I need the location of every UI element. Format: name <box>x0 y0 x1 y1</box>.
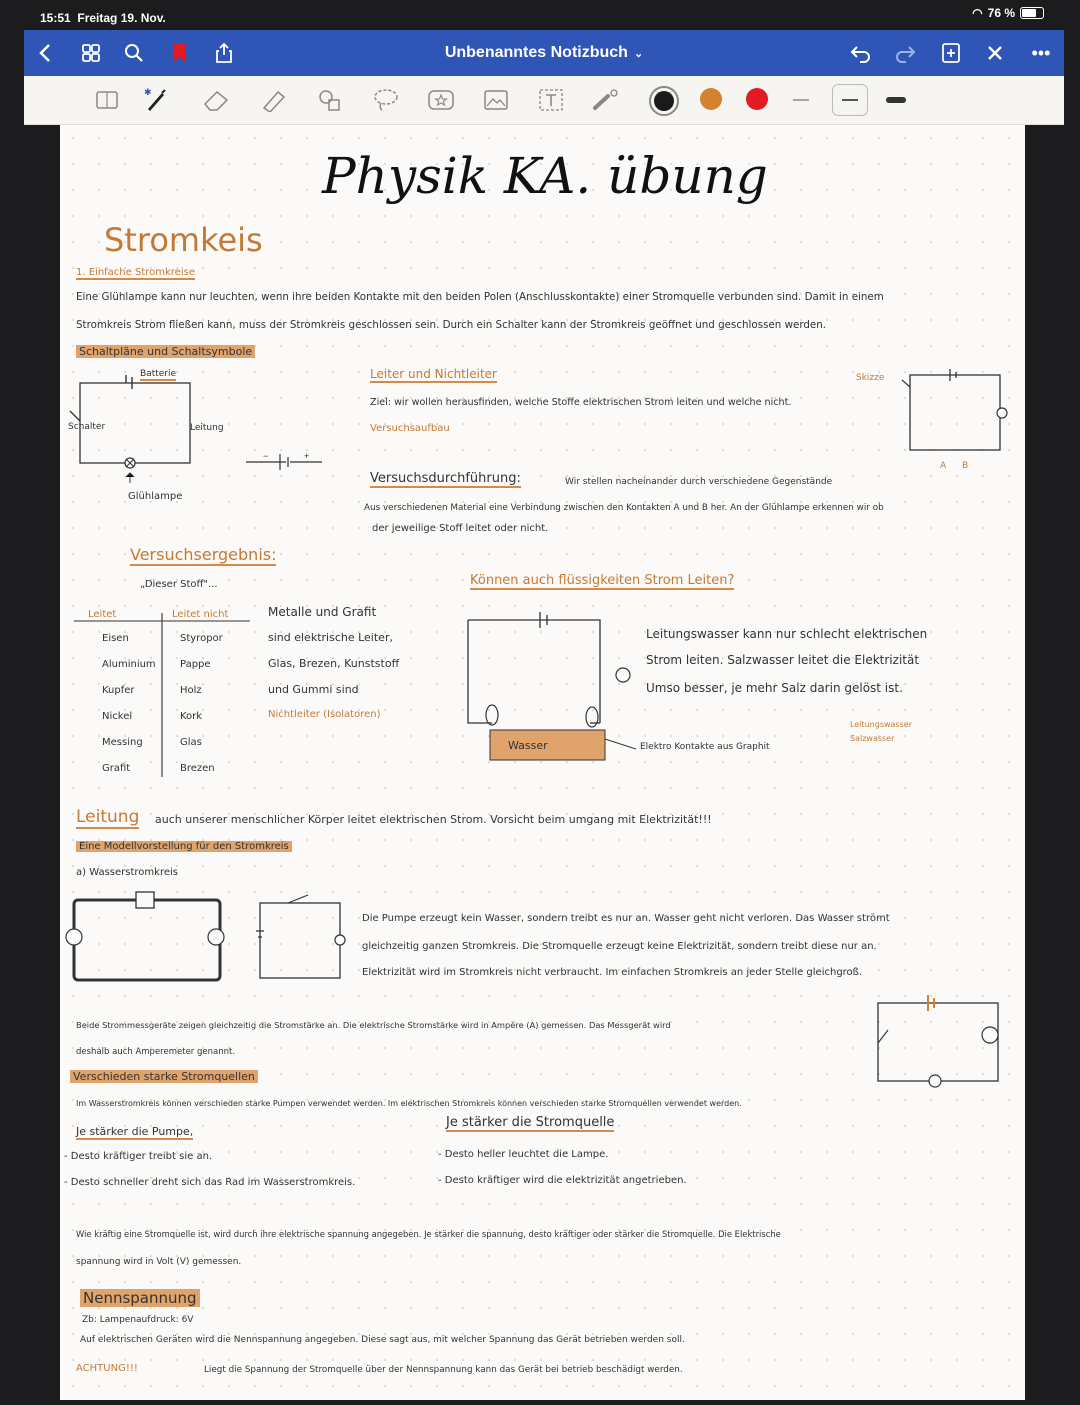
beide-line-2: deshalb auch Amperemeter genannt. <box>76 1047 236 1057</box>
column-leitet-nicht: Leitet nicht <box>172 609 229 620</box>
notebook-title[interactable]: Unbenanntes Notizbuch ⌄ <box>444 44 644 61</box>
achtung-label: ACHTUNG!!! <box>76 1363 138 1374</box>
list-item: Nickel <box>102 711 133 722</box>
svg-text:+: + <box>304 451 310 461</box>
heading-verschieden-starke: Verschieden starke Stromquellen <box>70 1070 258 1083</box>
label-batterie: Batterie <box>140 369 177 379</box>
share-icon[interactable] <box>209 30 239 76</box>
legend-leitungswasser: Leitungswasser <box>850 720 912 729</box>
label-skizze: Skizze <box>856 373 885 383</box>
wasser-label: Wasser <box>508 739 548 752</box>
status-time-date: 15:51 Freitag 19. Nov. <box>40 11 166 25</box>
heading-leiter-nichtleiter: Leiter und Nichtleiter <box>370 367 497 381</box>
read-only-icon[interactable] <box>90 84 124 116</box>
list-item: Kork <box>180 711 203 722</box>
label-leitung: Leitung <box>190 423 224 433</box>
eraser-tool-icon[interactable] <box>199 84 233 116</box>
metalle-line: Glas, Brezen, Kunststoff <box>268 657 400 670</box>
durchfuehrung-line-2: Aus verschiedenen Material eine Verbindung zwischen den Kontakten A und B her. An der Glühlampe erkennen wir ob <box>364 503 884 513</box>
page-title: Physik KA. übung <box>322 147 768 205</box>
label-schalter: Schalter <box>68 422 106 432</box>
lasso-tool-icon[interactable] <box>369 84 403 116</box>
intro-line-1: Eine Glühlampe kann nur leuchten, wenn ihre beiden Kontakte mit den beiden Polen (Anschlusskontakte) einer Stromquelle verbunden sind. Damit in einem <box>76 291 884 303</box>
list-item: Eisen <box>102 633 129 644</box>
list-item: Aluminium <box>102 659 156 670</box>
metalle-line: sind elektrische Leiter, <box>268 631 393 644</box>
kraeftig-line-1: Wie kräftig eine Stromquelle ist, wird durch ihre elektrische spannung angegeben. Je stärker die spannung, desto kräftiger oder stärker die Stromquelle. Die Elektrische <box>76 1229 781 1239</box>
elektro-kontakte-label: Elektro Kontakte aus Graphit <box>640 742 770 752</box>
metalle-line: Nichtleiter (Isolatoren) <box>268 709 381 720</box>
kraeftig-line-2: spannung wird in Volt (V) gemessen. <box>76 1257 242 1267</box>
label-b: B <box>962 461 969 471</box>
fluessig-line-1: Leitungswasser kann nur schlecht elektrischen <box>646 627 928 641</box>
heading-je-staerker-pumpe: Je stärker die Pumpe, <box>76 1125 194 1138</box>
add-page-icon[interactable] <box>934 30 968 76</box>
pumpe-list-1: - Desto kräftiger treibt sie an. <box>64 1151 213 1162</box>
durchfuehrung-line-1: Wir stellen nacheinander durch verschiedene Gegenstände <box>565 477 833 487</box>
versuchsaufbau-label: Versuchsaufbau <box>370 423 450 434</box>
label-a: A <box>940 461 947 471</box>
list-item: Brezen <box>180 763 215 774</box>
verschieden-text: Im Wasserstromkreis können verschieden starke Pumpen verwendet werden. Im elektrischen Stromkreis können verschieden starke Stromquellen verwendet werden. <box>76 1099 742 1108</box>
list-item: Grafit <box>102 763 131 774</box>
chevron-down-icon: ⌄ <box>633 47 644 60</box>
heading-nennspannung: Nennspannung <box>80 1289 200 1307</box>
ziel-text: Ziel: wir wollen herausfinden, welche Stoffe elektrischen Strom leiten und welche nicht. <box>370 397 792 408</box>
intro-line-2: Stromkreis Strom fließen kann, muss der Stromkreis geschlossen sein. Durch ein Schalter kann der Stromkreis geöffnet und geschlossen werden. <box>76 319 827 331</box>
wifi-icon: ◠ <box>972 6 983 20</box>
quelle-list-1: - Desto heller leuchtet die Lampe. <box>438 1149 609 1160</box>
status-bar <box>0 0 1080 34</box>
image-tool-icon[interactable] <box>479 84 513 116</box>
close-icon[interactable] <box>978 30 1012 76</box>
metalle-line: Metalle und Grafit <box>268 605 377 619</box>
metalle-text <box>268 605 399 735</box>
back-chevron-icon[interactable] <box>30 30 60 76</box>
stroke-medium-icon[interactable] <box>832 84 868 116</box>
heading-leitung: Leitung <box>76 807 140 827</box>
nenn-line-1: Auf elektrischen Geräten wird die Nennspannung angegeben. Diese sagt aus, mit welcher Spannung das Gerät betrieben werden soll. <box>80 1335 685 1345</box>
pumpe-line-2: gleichzeitig ganzen Stromkreis. Die Stromquelle erzeugt keine Elektrizität, sondern treibt diese nur an. <box>362 941 877 952</box>
color-swatch-black[interactable] <box>649 86 679 116</box>
heading-versuchsergebnis: Versuchsergebnis: <box>130 545 277 564</box>
color-swatch-red[interactable] <box>746 88 768 110</box>
stroke-thick-icon[interactable] <box>879 84 913 116</box>
legend-salzwasser: Salzwasser <box>850 734 895 743</box>
swatch-black-fill <box>654 91 674 111</box>
modellvorstellung-heading: Eine Modellvorstellung für den Stromkreis <box>76 841 292 852</box>
redo-icon[interactable] <box>888 30 922 76</box>
heading-stromkreis: Stromkeis <box>104 221 263 259</box>
stroke-thin-icon[interactable] <box>784 84 818 116</box>
metalle-line: und Gummi sind <box>268 683 359 696</box>
more-icon[interactable]: ••• <box>1031 42 1051 63</box>
list-item: Holz <box>180 685 202 696</box>
list-leitet <box>102 633 156 789</box>
note-page[interactable] <box>60 125 1025 1400</box>
highlighter-tool-icon[interactable] <box>257 84 291 116</box>
beide-line-1: Beide Strommessgeräte zeigen gleichzeitig die Stromstärke an. Die elektrische Stromstärke wird in Ampère (A) gemessen. Das Messgerät wird <box>76 1020 671 1030</box>
nenn-line-2: Liegt die Spannung der Stromquelle über der Nennspannung kann das Gerät bei betrieb beschädigt werden. <box>204 1365 683 1375</box>
heading-fluessigkeiten: Können auch flüssigkeiten Strom Leiten? <box>470 573 735 588</box>
drawing-toolbar <box>24 76 1064 125</box>
column-leitet: Leitet <box>88 609 117 620</box>
battery-percent: 76 % <box>987 6 1015 20</box>
pumpe-line-1: Die Pumpe erzeugt kein Wasser, sondern treibt es nur an. Wasser geht nicht verloren. Das Wasser strömt <box>362 913 890 924</box>
color-swatch-orange[interactable] <box>700 88 722 110</box>
search-icon[interactable] <box>119 30 149 76</box>
label-gluehlampe: Glühlampe <box>128 491 183 502</box>
heading-versuchsdurchfuehrung: Versuchsdurchführung: <box>370 471 521 486</box>
list-leitet-nicht <box>180 633 223 789</box>
laser-pointer-icon[interactable] <box>590 84 624 116</box>
sticker-tool-icon[interactable] <box>424 84 458 116</box>
list-item: Messing <box>102 737 143 748</box>
pumpe-line-3: Elektrizität wird im Stromkreis nicht verbraucht. Im einfachen Stromkreis an jeder Stelle gleichgroß. <box>362 967 863 978</box>
fluessig-line-3: Umso besser, je mehr Salz darin gelöst ist. <box>646 681 903 695</box>
shapes-tool-icon[interactable] <box>314 84 348 116</box>
battery-icon <box>1020 7 1044 19</box>
zb-lampenaufdruck: Zb: Lampenaufdruck: 6V <box>82 1315 194 1325</box>
wasserstromkreis-label: a) Wasserstromkreis <box>76 867 178 878</box>
quelle-list-2: - Desto kräftiger wird die elektrizität angetrieben. <box>438 1175 687 1186</box>
subheading-einfache-stromkreise: 1. Einfache Stromkreise <box>76 267 195 278</box>
text-tool-icon[interactable] <box>534 84 568 116</box>
list-item: Styropor <box>180 633 223 644</box>
durchfuehrung-line-3: der jeweilige Stoff leitet oder nicht. <box>372 523 549 534</box>
app-nav-bar <box>24 30 1064 76</box>
svg-text:✱: ✱ <box>144 88 152 98</box>
list-item: Pappe <box>180 659 211 670</box>
heading-schaltplaene: Schaltpläne und Schaltsymbole <box>76 345 255 358</box>
pen-tool-icon[interactable] <box>139 84 173 116</box>
grid-view-icon[interactable] <box>76 30 106 76</box>
fluessig-line-2: Strom leiten. Salzwasser leitet die Elektrizität <box>646 653 920 667</box>
heading-je-staerker-quelle: Je stärker die Stromquelle <box>446 1115 615 1130</box>
leitung-text: auch unserer menschlicher Körper leitet elektrischen Strom. Vorsicht beim umgang mit Elektrizität!!! <box>155 813 712 826</box>
undo-icon[interactable] <box>844 30 878 76</box>
svg-text:−: − <box>263 451 269 461</box>
pumpe-list-2: - Desto schneller dreht sich das Rad im Wasserstromkreis. <box>64 1177 356 1188</box>
list-item: Glas <box>180 737 202 748</box>
battery-indicator <box>972 6 1044 20</box>
dieser-stoff: „Dieser Stoff"... <box>140 579 218 590</box>
bookmark-icon[interactable] <box>164 30 194 76</box>
list-item: Kupfer <box>102 685 135 696</box>
